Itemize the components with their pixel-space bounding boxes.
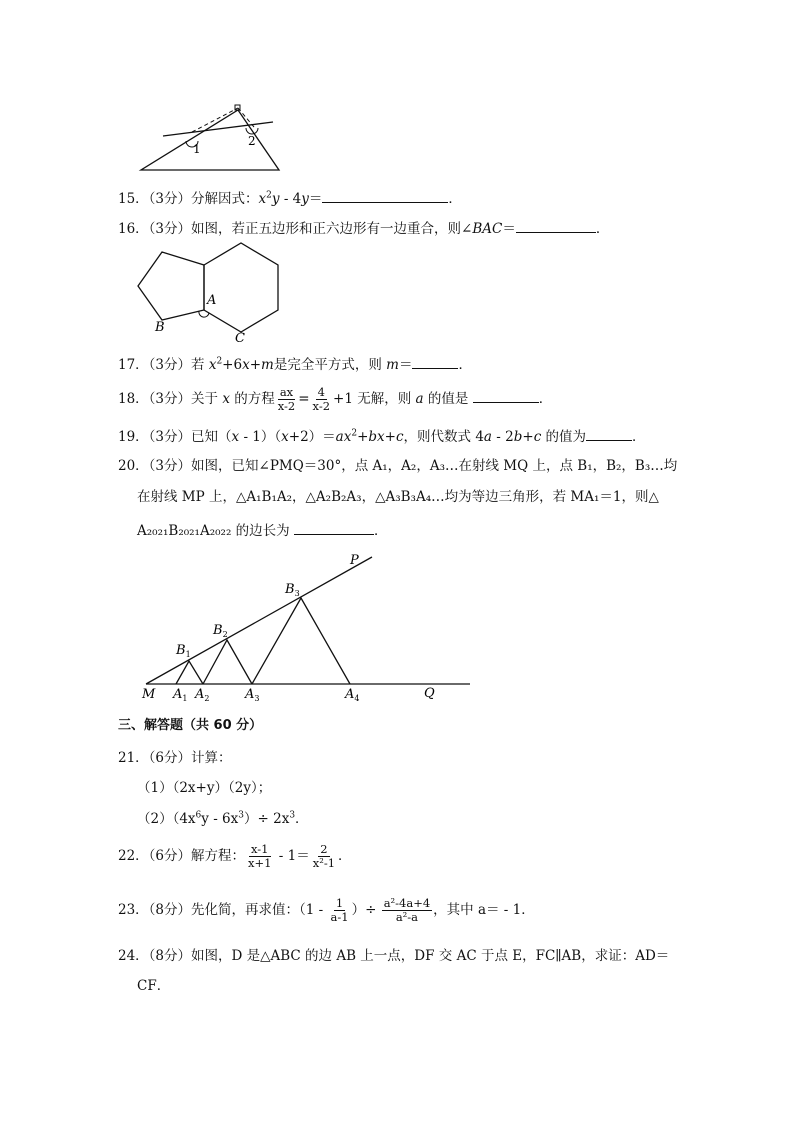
q16-eq: ＝ (502, 221, 516, 237)
triangle-2 (203, 640, 252, 684)
q22-end: ． (338, 848, 352, 864)
question-22 (118, 843, 352, 870)
q18-tail: 的值是 (423, 391, 473, 407)
q22-prefix: 22．（6分）解方程： (118, 848, 246, 864)
q19-m3: - 2 (491, 429, 514, 445)
denominator: a²-a (395, 910, 419, 924)
q18-after: +1 无解，则 (333, 391, 416, 407)
q16-angle: BAC (472, 221, 503, 237)
numerator: a²-4a+4 (383, 896, 431, 910)
q16-end: ． (595, 221, 610, 237)
q22-mid: - 1＝ (274, 848, 310, 864)
label-b: B (155, 320, 165, 335)
q19-prefix: 19．（3分）已知（ (118, 429, 232, 445)
q19-mid: ，则代数式 4 (403, 429, 484, 445)
q19-b2: b (513, 429, 523, 445)
label-m: M (142, 687, 156, 702)
label-b1: $B_1$ (176, 643, 191, 659)
q19-a2: a (483, 429, 492, 445)
label-b2: $B_2$ (213, 623, 228, 639)
q19-ax: ax (335, 429, 352, 445)
q18-end: ． (538, 391, 553, 407)
q23-tail: ，其中 a＝ - 1． (433, 902, 535, 918)
ray-mp (146, 557, 372, 684)
q16-text: 16．（3分）如图，若正五边形和正六边形有一边重合，则∠ (118, 221, 473, 237)
q23-mid: ）÷ (351, 902, 381, 918)
q15-sup: 2 (266, 190, 272, 201)
q17-prefix: 17．（3分）若 (118, 357, 209, 373)
q15-y: y (271, 191, 280, 207)
q23-prefix: 23．（8分）先化简，再求值：（1 - (118, 902, 328, 918)
q19-sup: 2 (351, 428, 358, 439)
q17-plus: + (249, 357, 262, 373)
q15-eq: ＝ (308, 191, 323, 207)
q21-p2d: ． (295, 811, 309, 827)
q15-x: x (258, 191, 267, 207)
denominator: x-2 (277, 399, 296, 413)
fraction (329, 897, 351, 924)
question-21-part1: （1）（2x+y）（2y）； (137, 780, 272, 796)
denominator: x-2 (312, 399, 331, 413)
question-21-part2 (137, 810, 309, 828)
q17-m2: m (386, 357, 399, 373)
q15-prefix: 15．（3分）分解因式： (118, 191, 259, 207)
numerator: ax (279, 385, 294, 399)
label-c: C (235, 331, 245, 346)
q21-p2a: （2）（4x (137, 811, 196, 827)
question-20-line1: 20．（3分）如图，已知∠PMQ＝30°，点 A₁，A₂，A₃…在射线 MQ 上，点 B₁，B₂，B₃…均 (118, 458, 678, 474)
denominator: a-1 (330, 910, 349, 924)
q19-c2: c (533, 429, 542, 445)
q21-sup1: 6 (195, 810, 202, 821)
label-p: P (350, 553, 359, 568)
q19-x2: x (281, 429, 289, 445)
q17-mid: 是完全平方式，则 (273, 357, 387, 373)
label-a: A (207, 293, 217, 308)
question-20-line2: 在射线 MP 上，△A₁B₁A₂，△A₂B₂A₃，△A₃B₃A₄…均为等边三角形，若 MA₁＝1，则△ (137, 489, 659, 505)
label-a3: $A_3$ (245, 687, 260, 703)
label-q: Q (424, 686, 435, 701)
section-title: 三、解答题（共 60 分） (118, 718, 263, 733)
label-a4: $A_4$ (345, 687, 360, 703)
q19-x1: x (231, 429, 240, 445)
q15-y2: y (301, 191, 309, 207)
label-a2: $A_2$ (195, 687, 210, 703)
q17-rest: +6 (222, 357, 243, 373)
q21-p2b: y - 6x (201, 811, 239, 827)
q17-x2: x (242, 357, 250, 373)
question-24-line1: 24．（8分）如图，D 是△ABC 的边 AB 上一点，DF 交 AC 于点 E，FC∥AB，求证：AD＝ (118, 948, 670, 964)
q18-mid: 的方程 (229, 391, 275, 407)
q19-tail: 的值为 (541, 429, 587, 445)
triangle-3 (252, 598, 350, 684)
question-21: 21．（6分）计算： (118, 750, 232, 766)
label-a1: $A_1$ (173, 687, 188, 703)
q17-sup: 2 (216, 356, 223, 367)
denominator: x+1 (248, 856, 272, 870)
q18-prefix: 18．（3分）关于 (118, 391, 223, 407)
q15-end: ． (448, 191, 462, 207)
q19-end: ． (632, 429, 646, 445)
q17-eq: ＝ (398, 357, 413, 373)
fraction (246, 843, 273, 870)
question-23 (118, 897, 535, 924)
q18-a: a (415, 391, 424, 407)
q15-mid: - 4 (279, 191, 302, 207)
angle2-label: 2 (248, 134, 256, 148)
numerator: 1 (335, 896, 344, 910)
q20-end: ． (373, 523, 388, 539)
q17-m: m (261, 357, 274, 373)
q19-bxc: +bx+c (357, 429, 404, 445)
q17-x: x (208, 357, 217, 373)
q21-sup3: 3 (289, 810, 296, 821)
q19-m2: +2）＝ (288, 429, 336, 445)
question-24-line2: CF． (137, 978, 171, 994)
label-b3: $B_3$ (285, 582, 300, 598)
numerator: 4 (317, 385, 325, 399)
q17-end: ． (458, 357, 472, 373)
angle1-label: 1 (193, 142, 201, 156)
denominator: x²-1 (312, 856, 336, 870)
q19-m4: + (522, 429, 534, 445)
q20-line3: A₂₀₂₁B₂₀₂₁A₂₀₂₂ 的边长为 (137, 523, 294, 539)
fraction (382, 897, 432, 924)
numerator: 2 (320, 842, 328, 856)
q21-p2c: ）÷ 2x (244, 811, 290, 827)
q21-sup2: 3 (238, 810, 244, 821)
q18-eq: = (298, 391, 310, 407)
q19-m1: - 1）（ (239, 429, 282, 445)
numerator: x-1 (251, 842, 269, 856)
q18-x: x (222, 391, 230, 407)
fraction (311, 843, 337, 870)
